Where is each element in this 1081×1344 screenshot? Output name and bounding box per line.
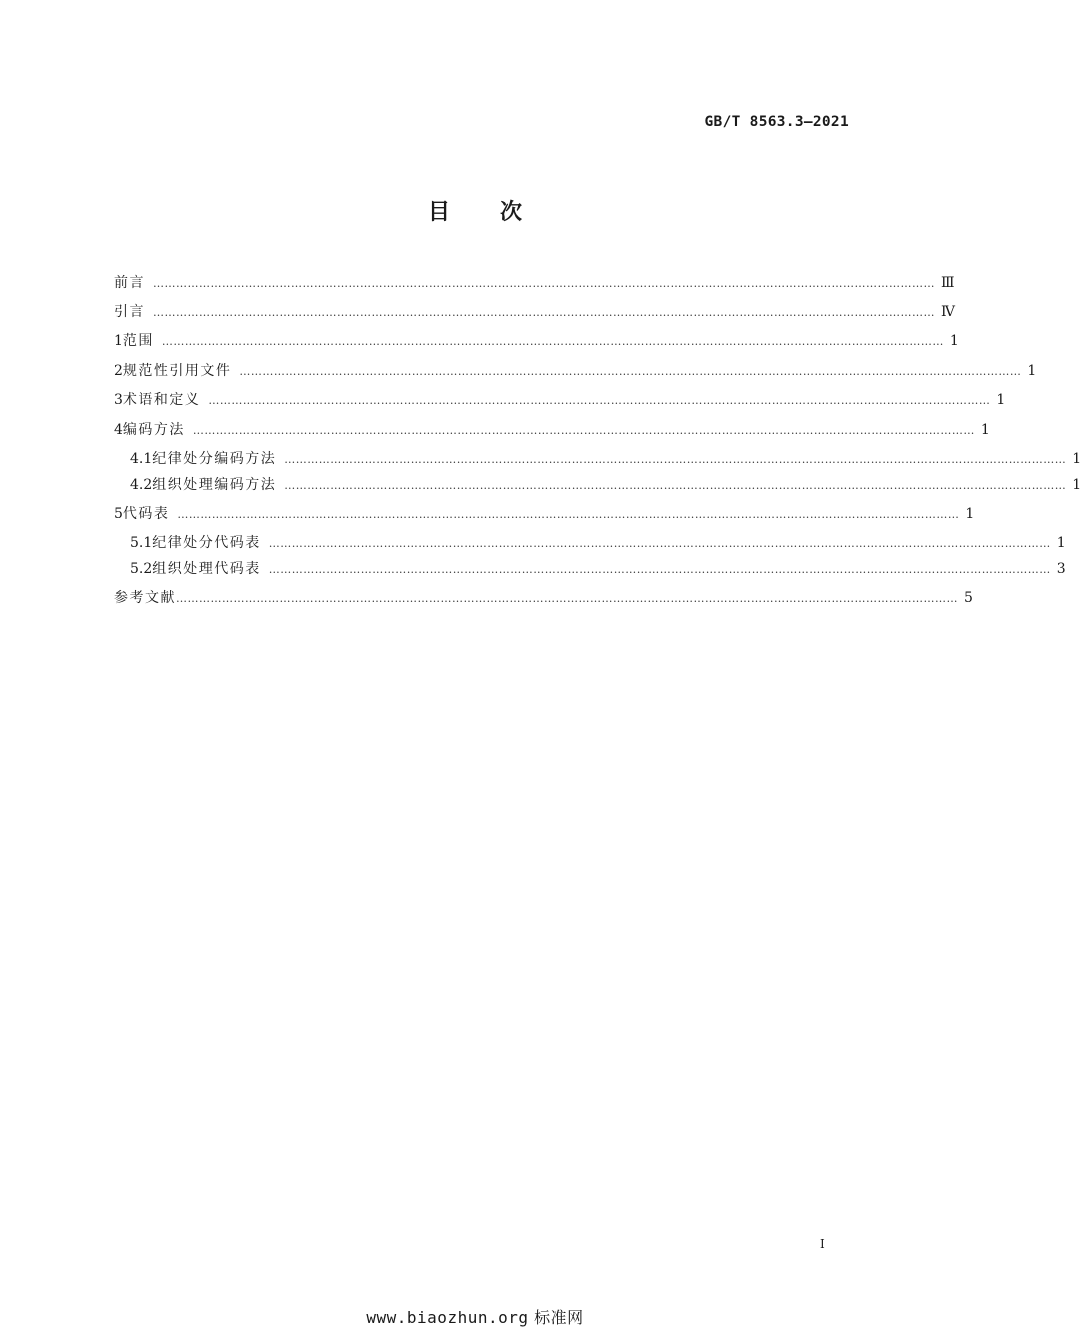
toc-dot-leader: …………………………………………………………………………………………………………………………………………………………………………………… (284, 453, 1067, 466)
footer-url[interactable]: www.biaozhun.org (366, 1308, 529, 1327)
toc-entry-label: 纪律处分代码表 (152, 535, 261, 551)
toc-entry-page: 1 (996, 392, 1006, 408)
toc-dot-leader: …………………………………………………………………………………………………………………………………………………………………………………… (177, 508, 960, 521)
toc-entry-normative-references[interactable] (114, 358, 1037, 384)
toc-entry-page: 1 (965, 506, 975, 522)
toc-entry-number: 5.1 (130, 535, 153, 551)
page-number: I (820, 1237, 825, 1251)
toc-entry-label: 代码表 (122, 506, 170, 522)
toc-entry-page: 1 (1056, 535, 1066, 551)
toc-entry-page: 1 (1072, 451, 1081, 467)
toc-entry-label: 编码方法 (122, 422, 185, 438)
toc-entry-number: 4.2 (130, 477, 153, 493)
toc-entry-page: 1 (949, 333, 959, 349)
toc-entry-terms-definitions[interactable] (114, 387, 1006, 413)
toc-dot-leader: …………………………………………………………………………………………………………………………………………………………………………………… (268, 537, 1051, 550)
toc-dot-leader: …………………………………………………………………………………………………………………………………………………………………………………… (268, 563, 1051, 576)
toc-entry-number: 3 (114, 392, 123, 408)
toc-entry-introduction[interactable] (114, 299, 955, 325)
toc-entry-label: 术语和定义 (122, 392, 201, 408)
toc-entry-disciplinary-code-table[interactable] (130, 530, 1066, 556)
toc-dot-leader: …………………………………………………………………………………………………………………………………………………………………………………… (284, 479, 1067, 492)
toc-entry-label: 组织处理代码表 (152, 561, 261, 577)
page-title: 目次 (427, 200, 572, 225)
toc-entry-label: 规范性引用文件 (122, 363, 232, 379)
toc-entry-number: 5 (114, 506, 123, 522)
toc-entry-page: 1 (1072, 477, 1081, 493)
toc-entry-label: 前言 (114, 275, 145, 291)
toc-entry-number: 4 (114, 422, 123, 438)
standard-number: GB/T 8563.3—2021 (704, 114, 849, 130)
toc-entry-label: 引言 (114, 304, 145, 320)
toc-entry-scope[interactable] (114, 328, 959, 354)
toc-entry-page: Ⅳ (941, 304, 955, 320)
toc-dot-leader: …………………………………………………………………………………………………………………………………………………………………………………… (153, 306, 935, 319)
toc-dot-leader: …………………………………………………………………………………………………………………………………………………………………………………… (153, 277, 935, 290)
toc-entry-foreword[interactable] (114, 270, 955, 296)
toc-entry-page: 1 (1027, 363, 1037, 379)
toc-dot-leader: …………………………………………………………………………………………………………………………………………………………………………………… (208, 394, 991, 407)
footer-site-name: 标准网 (534, 1308, 584, 1327)
toc-entry-organizational-coding[interactable] (130, 472, 1081, 498)
toc-entry-page: 5 (964, 590, 973, 606)
toc-entry-label: 范围 (122, 333, 154, 349)
toc-entry-organizational-code-table[interactable] (130, 556, 1066, 582)
footer-watermark (0, 1305, 950, 1328)
toc-entry-number: 1 (114, 333, 123, 349)
toc-entry-label: 组织处理编码方法 (152, 477, 277, 493)
toc-entry-number: 2 (114, 363, 123, 379)
toc-entry-code-tables[interactable] (114, 501, 975, 527)
toc-entry-number: 4.1 (130, 451, 153, 467)
toc-dot-leader: …………………………………………………………………………………………………………………………………………………………………………………… (239, 365, 1022, 378)
toc-entry-disciplinary-coding[interactable] (130, 446, 1081, 472)
toc-dot-leader: …………………………………………………………………………………………………………………………………………………………………………………… (176, 592, 958, 605)
toc-dot-leader: …………………………………………………………………………………………………………………………………………………………………………………… (192, 424, 975, 437)
toc-entry-coding-method[interactable] (114, 417, 990, 443)
toc-entry-number: 5.2 (130, 561, 153, 577)
toc-dot-leader: …………………………………………………………………………………………………………………………………………………………………………………… (161, 335, 944, 348)
toc-entry-page: 3 (1056, 561, 1066, 577)
toc-entry-page: 1 (980, 422, 990, 438)
toc-entry-label: 纪律处分编码方法 (152, 451, 277, 467)
toc-entry-label: 参考文献 (114, 590, 176, 606)
toc-entry-page: Ⅲ (941, 275, 955, 291)
toc-entry-bibliography[interactable] (114, 585, 973, 611)
